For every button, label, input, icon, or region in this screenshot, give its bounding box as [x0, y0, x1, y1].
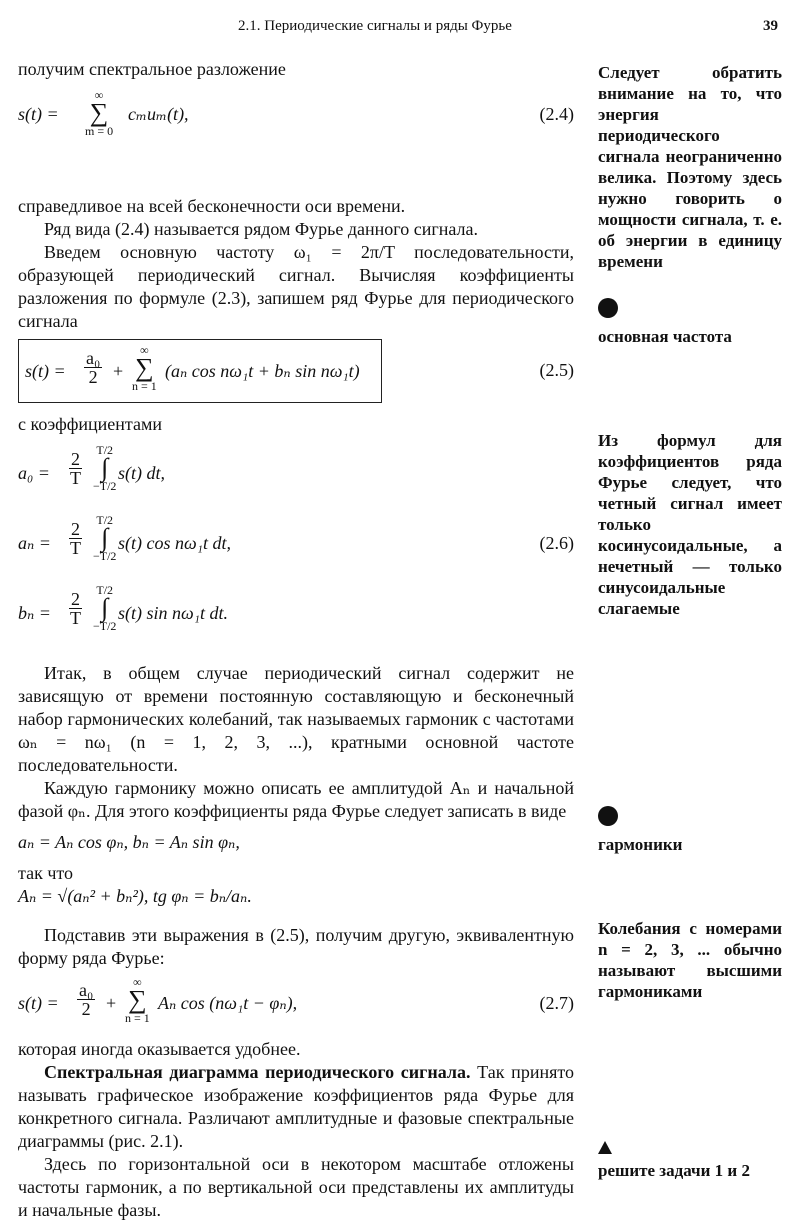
margin-note-energy: Следует обратить внимание на то, что энергия периодического сигнала неограниченно велика. Поэтому здесь нужно говорить о мощности сигнала, т. е. об энергии в единицу времени — [598, 63, 782, 271]
paragraph: Здесь по горизонтальной оси в некотором масштабе отложены частоты гармоник, а по вертикальной оси представлены их амплитуды и начальные фазы. — [18, 1154, 574, 1220]
paragraph: Итак, в общем случае периодический сигнал содержит не зависящую от времени постоянную составляющую и бесконечный набор гармонических колебаний, так называемых гармоник с частотами ωₙ = nω₁ (n = 1, 2, 3, ...), кратными основной частоте последовательности. — [18, 663, 574, 775]
integral-symbol: T/2 ∫ −T/2 — [93, 513, 117, 563]
page-number: 39 — [763, 18, 778, 34]
margin-bullet — [598, 806, 782, 831]
bullet-icon — [598, 806, 618, 826]
paragraph: Спектральная диаграмма периодического сигнала. Так принято называть графическое изображение коэффициентов ряда Фурье для конкретного сигнала. Различают амплитудные и фазовые спектральные диаграммы (рис. 2.1). — [18, 1062, 574, 1151]
header-title: 2.1. Периодические сигналы и ряды Фурье — [238, 18, 512, 34]
equation: aₙ = Aₙ cos φₙ, bₙ = Aₙ sin φₙ, — [18, 832, 240, 852]
paragraph: с коэффициентами — [18, 414, 162, 434]
paragraph: Подставив эти выражения в (2.5), получим другую, эквивалентную форму ряда Фурье: — [18, 925, 574, 968]
equation: Aₙ = √(aₙ² + bₙ²), tg φₙ = bₙ/aₙ. — [18, 886, 252, 906]
main-text-column — [18, 58, 574, 1222]
running-header — [0, 18, 800, 42]
equation-a0: a₀ = $\frac{2}{T}$ T/2 ∫ −T/2 s(t) dt, — [18, 443, 165, 493]
paragraph: получим спектральное разложение — [18, 59, 286, 79]
margin-note-parity: Из формул для коэффициентов ряда Фурье следует, что четный сигнал имеет только косинусоидальные, а нечетный — только синусоидальные слагаемые — [598, 431, 782, 618]
equation-number: (2.5) — [539, 360, 574, 380]
integral-symbol: T/2 ∫ −T/2 — [93, 443, 117, 493]
margin-bullet — [598, 298, 782, 323]
equation-bn: bₙ = $\frac{2}{T}$ T/2 ∫ −T/2 s(t) sin nω₁t dt. — [18, 583, 228, 633]
sum-symbol: ∞ ∑ m = 0 — [85, 88, 114, 138]
bullet-icon — [598, 298, 618, 318]
equation-number: (2.4) — [539, 104, 574, 124]
formula-box: s(t) = $\frac{\text{a₀}}{2}$ + ∞ ∑ n = 1 (aₙ cos nω₁t + bₙ sin nω₁t) — [18, 339, 382, 403]
margin-note-higher-harmonics: Колебания с номерами n = 2, 3, ... обычно называют высшими гармониками — [598, 919, 782, 1001]
equation-2-7: s(t) = $\frac{\text{a₀}}{2}$ + ∞ ∑ n = 1 Aₙ cos (nω₁t − φₙ), (2.7) — [18, 975, 574, 1025]
equation-2-4: s(t) = ∞ ∑ m = 0 cₘuₘ(t), (2.4) — [18, 88, 574, 138]
integral-symbol: T/2 ∫ −T/2 — [93, 583, 117, 633]
triangle-icon — [598, 1141, 612, 1154]
margin-term-fundamental: основная частота — [598, 327, 732, 346]
sum-symbol: ∞ ∑ n = 1 — [132, 343, 157, 393]
sum-symbol: ∞ ∑ n = 1 — [125, 975, 150, 1025]
paragraph: Введем основную частоту ω₁ = 2π/T последовательности, образующей периодический сигнал. Вычисляя коэффициенты разложения по формуле (2.3), запишем ряд Фурье для периодического сигнала — [18, 242, 574, 331]
margin-term-harmonics: гармоники — [598, 835, 683, 854]
equation-number: (2.7) — [539, 993, 574, 1013]
paragraph: которая иногда оказывается удобнее. — [18, 1039, 301, 1059]
margin-task: решите задачи 1 и 2 — [598, 1161, 750, 1180]
equation-number: (2.6) — [539, 533, 574, 553]
equation-2-6: aₙ = $\frac{2}{T}$ T/2 ∫ −T/2 s(t) cos nω₁t dt, (2.6) — [18, 513, 574, 563]
paragraph: справедливое на всей бесконечности оси времени. — [18, 196, 406, 216]
paragraph: Каждую гармонику можно описать ее амплитудой Aₙ и начальной фазой φₙ. Для этого коэффициенты ряда Фурье следует записать в виде — [18, 778, 574, 821]
paragraph: так что — [18, 863, 74, 883]
equation-2-5 — [18, 339, 574, 405]
margin-triangle — [598, 1138, 782, 1159]
paragraph: Ряд вида (2.4) называется рядом Фурье данного сигнала. — [44, 219, 478, 239]
section-heading: Спектральная диаграмма периодического сигнала. — [44, 1062, 471, 1082]
